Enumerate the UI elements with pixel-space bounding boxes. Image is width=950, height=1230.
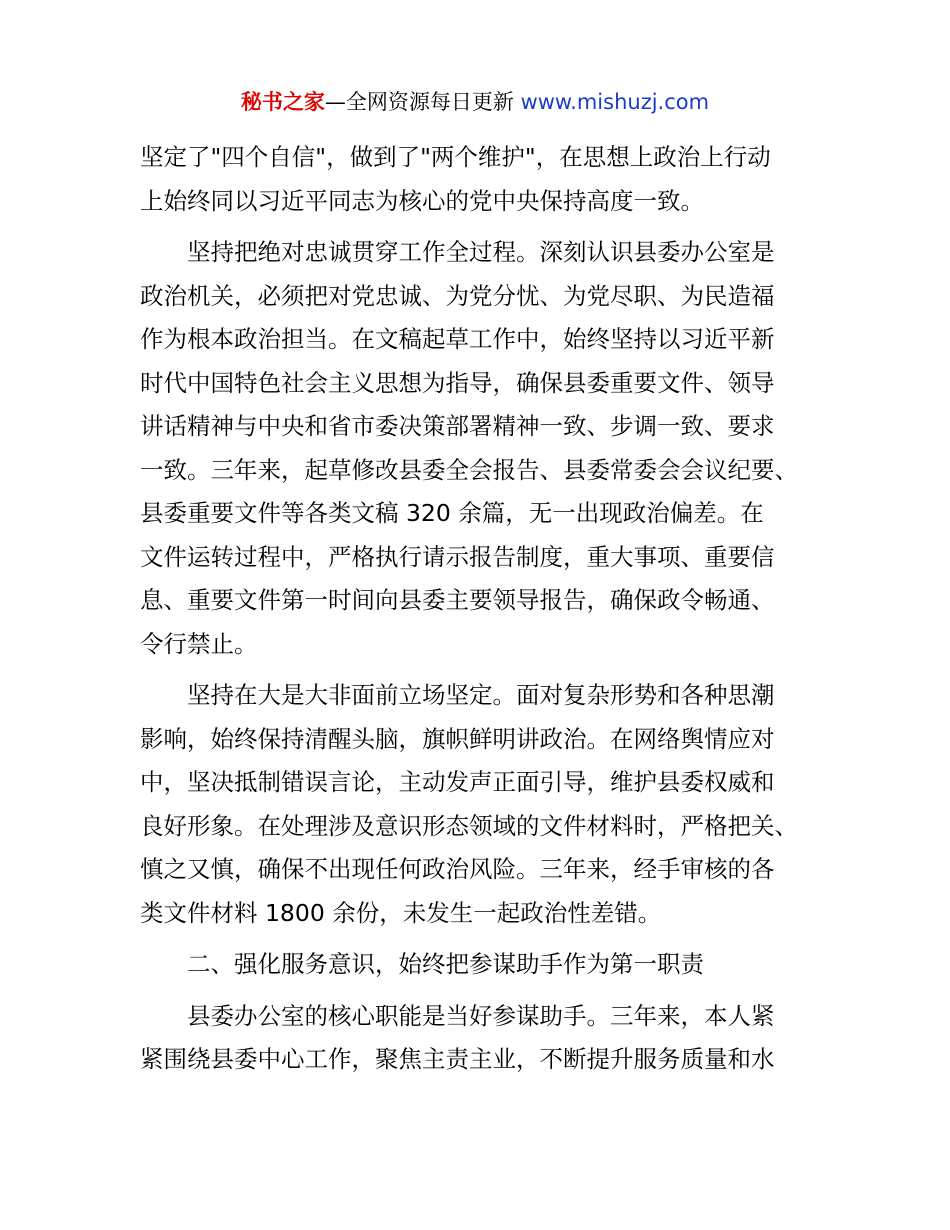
text-line: 中，坚决抵制错误言论，主动发声正面引导，维护县委权威和	[140, 768, 775, 796]
section-heading	[140, 943, 820, 987]
text-line: 一致。三年来，起草修改县委全会报告、县委常委会会议纪要、	[140, 455, 798, 484]
paragraph-4	[140, 995, 820, 1082]
text-line: 讲话精神与中央和省市委决策部署精神一致、步调一致、要求	[140, 412, 775, 440]
text-line: 坚持把绝对忠诚贯穿工作全过程。深刻认识县委办公室是	[140, 238, 775, 266]
text-line: 坚定了"四个自信"，做到了"两个维护"，在思想上政治上行动	[140, 143, 771, 171]
text-line: 慎之又慎，确保不出现任何政治风险。三年来，经手审核的各	[140, 855, 775, 883]
text-line: 良好形象。在处理涉及意识形态领域的文件材料时，严格把关、	[140, 811, 798, 840]
section-heading-text: 二、强化服务意识，始终把参谋助手作为第一职责	[140, 950, 704, 978]
text-line: 时代中国特色社会主义思想为指导，确保县委重要文件、领导	[140, 368, 775, 397]
text-line: 紧围绕县委中心工作，聚焦主责主业，不断提升服务质量和水	[140, 1045, 775, 1073]
text-line: 类文件材料 1800 余份，未发生一起政治性差错。	[140, 898, 662, 927]
text-line: 县委办公室的核心职能是当好参谋助手。三年来，本人紧	[140, 1001, 775, 1030]
text-line: 令行禁止。	[140, 629, 258, 658]
site-tagline: —全网资源每日更新	[324, 90, 521, 114]
text-line: 政治机关，必须把对党忠诚、为党分忧、为党尽职、为民造福	[140, 281, 775, 310]
text-line: 作为根本政治担当。在文稿起草工作中，始终坚持以习近平新	[140, 325, 775, 353]
site-header	[0, 86, 950, 118]
site-url-link[interactable]: www.mishuzj.com	[520, 90, 710, 114]
text-line: 坚持在大是大非面前立场坚定。面对复杂形势和各种思潮	[140, 681, 775, 709]
text-line: 息、重要文件第一时间向县委主要领导报告，确保政令畅通、	[140, 586, 775, 614]
site-brand: 秘书之家	[240, 90, 325, 114]
text-line: 上始终同以习近平同志为核心的党中央保持高度一致。	[140, 186, 704, 215]
text-line: 文件运转过程中，严格执行请示报告制度，重大事项、重要信	[140, 542, 775, 571]
text-line: 县委重要文件等各类文稿 320 余篇，无一出现政治偏差。在	[140, 499, 764, 527]
paragraph-2	[140, 231, 820, 666]
paragraph-1	[140, 136, 820, 223]
paragraph-3	[140, 674, 820, 935]
text-line: 影响，始终保持清醒头脑，旗帜鲜明讲政治。在网络舆情应对	[140, 724, 775, 753]
document-body	[140, 136, 820, 1082]
